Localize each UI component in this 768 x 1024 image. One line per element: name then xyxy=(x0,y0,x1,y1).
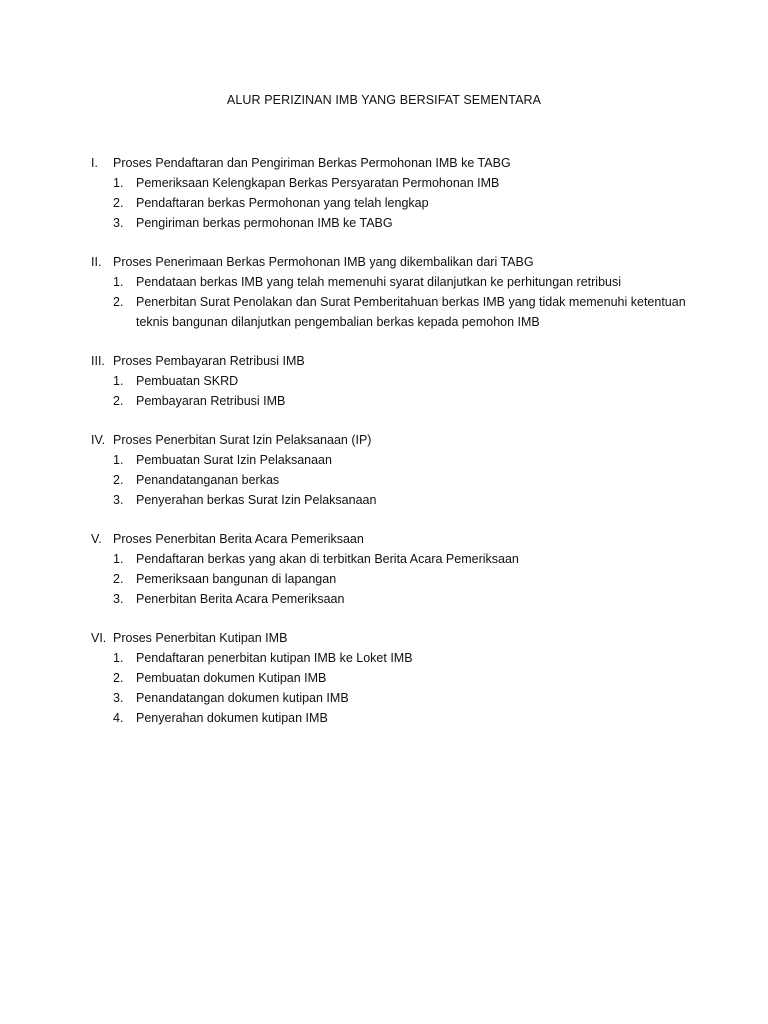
section-heading xyxy=(91,351,691,371)
item-number: 3. xyxy=(113,592,124,606)
section-heading xyxy=(91,430,691,450)
section-title: Proses Pembayaran Retribusi IMB xyxy=(113,354,305,368)
list-item xyxy=(91,648,691,668)
item-text: Pendaftaran penerbitan kutipan IMB ke Loket IMB xyxy=(136,651,413,665)
list-item xyxy=(91,569,691,589)
list-item xyxy=(91,193,691,213)
item-number: 2. xyxy=(113,394,124,408)
list-item xyxy=(91,549,691,569)
section-title: Proses Pendaftaran dan Pengiriman Berkas Permohonan IMB ke TABG xyxy=(113,156,511,170)
list-item xyxy=(91,213,691,233)
item-text: Pengiriman berkas permohonan IMB ke TABG xyxy=(136,216,393,230)
section-list xyxy=(91,153,691,747)
list-item xyxy=(91,490,691,510)
item-text: Pemeriksaan bangunan di lapangan xyxy=(136,572,337,586)
item-text: Pembuatan SKRD xyxy=(136,374,239,388)
section-title: Proses Penerbitan Surat Izin Pelaksanaan (IP) xyxy=(113,433,372,447)
section-heading xyxy=(91,529,691,549)
list-item xyxy=(91,589,691,609)
list-item xyxy=(91,391,691,411)
list-item xyxy=(91,470,691,490)
item-list xyxy=(91,549,691,609)
item-text: Penyerahan dokumen kutipan IMB xyxy=(136,711,328,725)
item-text: Penandatanganan berkas xyxy=(136,473,280,487)
section-numeral: III. xyxy=(91,354,105,368)
item-number: 1. xyxy=(113,651,124,665)
section-heading xyxy=(91,628,691,648)
section xyxy=(91,430,691,510)
list-item xyxy=(91,292,691,332)
item-list xyxy=(91,173,691,233)
section-title: Proses Penerbitan Kutipan IMB xyxy=(113,631,288,645)
list-item xyxy=(91,272,691,292)
section-title: Proses Penerbitan Berita Acara Pemeriksaan xyxy=(113,532,364,546)
section-heading xyxy=(91,153,691,173)
item-list xyxy=(91,371,691,411)
item-text: Pemeriksaan Kelengkapan Berkas Persyaratan Permohonan IMB xyxy=(136,176,500,190)
item-text: Pembayaran Retribusi IMB xyxy=(136,394,286,408)
list-item xyxy=(91,450,691,470)
section xyxy=(91,628,691,728)
item-number: 3. xyxy=(113,691,124,705)
document-title: ALUR PERIZINAN IMB YANG BERSIFAT SEMENTARA xyxy=(226,93,542,107)
item-number: 1. xyxy=(113,374,124,388)
item-text: Penerbitan Surat Penolakan dan Surat Pemberitahuan berkas IMB yang tidak memenuhi ketentuan teknis bangunan dilanjutkan pengembalian berkas kepada pemohon IMB xyxy=(136,295,686,329)
section-numeral: I. xyxy=(91,156,98,170)
section xyxy=(91,153,691,233)
item-number: 2. xyxy=(113,671,124,685)
item-number: 2. xyxy=(113,473,124,487)
item-list xyxy=(91,450,691,510)
item-number: 1. xyxy=(113,552,124,566)
item-text: Pendataan berkas IMB yang telah memenuhi syarat dilanjutkan ke perhitungan retribusi xyxy=(136,275,622,289)
section-numeral: II. xyxy=(91,255,102,269)
item-text: Penerbitan Berita Acara Pemeriksaan xyxy=(136,592,345,606)
item-number: 4. xyxy=(113,711,124,725)
item-text: Pendaftaran berkas Permohonan yang telah lengkap xyxy=(136,196,429,210)
list-item xyxy=(91,173,691,193)
section xyxy=(91,529,691,609)
item-number: 2. xyxy=(113,295,124,309)
item-list xyxy=(91,272,691,332)
section xyxy=(91,351,691,411)
section-heading xyxy=(91,252,691,272)
section-numeral: IV. xyxy=(91,433,106,447)
list-item xyxy=(91,668,691,688)
item-text: Pembuatan Surat Izin Pelaksanaan xyxy=(136,453,332,467)
section-title: Proses Penerimaan Berkas Permohonan IMB yang dikembalikan dari TABG xyxy=(113,255,534,269)
item-number: 3. xyxy=(113,493,124,507)
section-numeral: VI. xyxy=(91,631,107,645)
item-number: 1. xyxy=(113,176,124,190)
item-text: Penyerahan berkas Surat Izin Pelaksanaan xyxy=(136,493,377,507)
section xyxy=(91,252,691,332)
item-number: 1. xyxy=(113,275,124,289)
list-item xyxy=(91,708,691,728)
item-text: Pendaftaran berkas yang akan di terbitkan Berita Acara Pemeriksaan xyxy=(136,552,519,566)
item-number: 1. xyxy=(113,453,124,467)
item-text: Penandatangan dokumen kutipan IMB xyxy=(136,691,349,705)
item-number: 2. xyxy=(113,196,124,210)
list-item xyxy=(91,371,691,391)
section-numeral: V. xyxy=(91,532,102,546)
item-number: 3. xyxy=(113,216,124,230)
item-list xyxy=(91,648,691,728)
item-text: Pembuatan dokumen Kutipan IMB xyxy=(136,671,327,685)
list-item xyxy=(91,688,691,708)
item-number: 2. xyxy=(113,572,124,586)
